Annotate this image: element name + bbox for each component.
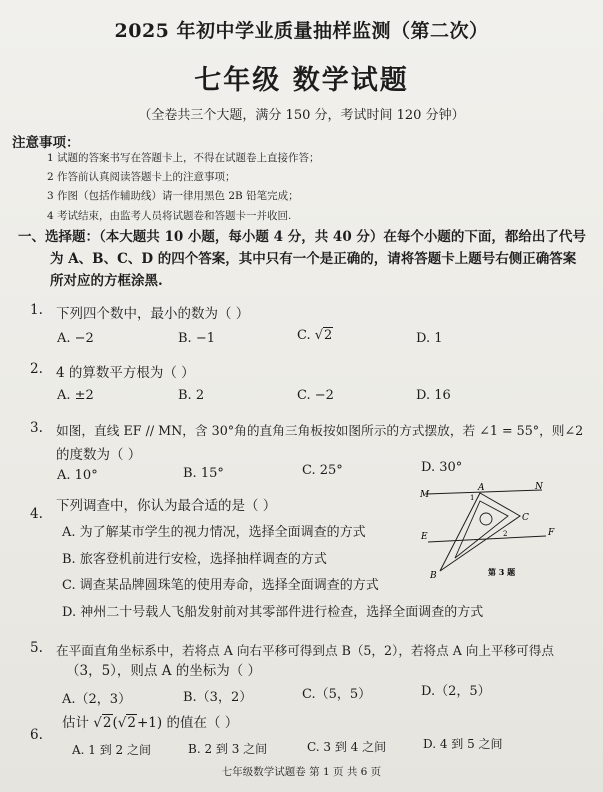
- notice-item: 1 试题的答案书写在答题卡上，不得在试题卷上直接作答；: [47, 152, 320, 164]
- option-a: A.（2，3）: [62, 692, 132, 707]
- radicand: 2: [324, 328, 333, 343]
- figure-caption: 第 3 题: [488, 567, 516, 577]
- question-stem: 下列调查中，你认为最合适的是（ ）: [56, 498, 277, 514]
- stem-prefix: 估计: [62, 715, 89, 731]
- radicand: 2: [102, 715, 112, 731]
- exam-title: 2025 年初中学业质量抽样监测（第二次）: [114, 20, 489, 42]
- question-stem-cont: （3，5），则点 A 的坐标为（ ）: [66, 663, 262, 679]
- section-heading: 一、选择题：（本大题共 10 小题，每小题 4 分，共 40 分）在每个小题的下面，都给出了代号: [18, 229, 586, 245]
- question-stem: 估计 √2(√2+1) 的值在（ ）: [62, 715, 239, 731]
- notice-item: 3 作图（包括作辅助线）请一律用黑色 2B 铅笔完成；: [47, 190, 299, 202]
- question-number: 2.: [30, 361, 43, 377]
- option-d: D. 16: [416, 388, 451, 403]
- option-b: B.（3，2）: [183, 690, 253, 705]
- option-c: C. √2: [297, 328, 333, 343]
- subject-title: 七年级 数学试题: [194, 65, 409, 96]
- label-angle-2: 2: [503, 530, 508, 538]
- option-b: B. 旅客登机前进行安检，选择抽样调查的方式: [62, 552, 327, 567]
- label-n: N: [535, 482, 543, 492]
- option-a: A. −2: [57, 331, 94, 346]
- question-stem: 在平面直角坐标系中，若将点 A 向右平移可得到点 B（5，2），若将点 A 向上平移可得点: [56, 643, 554, 658]
- label-a: A: [478, 483, 485, 493]
- question-stem-cont: 的度数为（ ）: [56, 447, 142, 463]
- option-b: B. 2 到 3 之间: [188, 742, 268, 756]
- question-stem: 4 的算数平方根为（ ）: [56, 365, 195, 381]
- option-c: C. 调查某品牌圆珠笔的使用寿命，选择全面调查的方式: [62, 578, 379, 593]
- question-number: 6.: [30, 727, 43, 743]
- label-m: M: [420, 490, 430, 500]
- option-b: B. 15°: [183, 466, 224, 481]
- option-a: A. 1 到 2 之间: [72, 743, 152, 757]
- label-c: C: [522, 513, 529, 523]
- stem-mid: (: [112, 715, 118, 731]
- label-angle-1: 1: [470, 494, 475, 502]
- section-instruction: 所对应的方框涂黑.: [50, 273, 163, 289]
- option-a: A. ±2: [57, 388, 94, 403]
- option-b: B. 2: [178, 388, 205, 403]
- question-number: 1.: [30, 302, 43, 318]
- stem-suffix: +1) 的值在（ ）: [136, 715, 239, 731]
- option-d: D. 神州二十号载人飞船发射前对其零部件进行检查，选择全面调查的方式: [62, 605, 484, 620]
- option-c: C. −2: [297, 388, 334, 403]
- radicand: 2: [127, 715, 136, 731]
- option-a: A. 10°: [57, 468, 98, 483]
- option-c: C. 3 到 4 之间: [307, 740, 387, 754]
- outer-triangle: [440, 493, 520, 571]
- label-b: B: [430, 571, 437, 581]
- question-stem: 如图，直线 EF // MN，含 30°角的直角三角板按如图所示的方式摆放，若 ∠1 = 55°，则∠2: [56, 423, 584, 438]
- label-f: F: [548, 528, 555, 538]
- circle-hole: [480, 513, 492, 525]
- option-c: C. 25°: [302, 463, 343, 478]
- option-d: D. 4 到 5 之间: [423, 737, 503, 751]
- option-a: A. 为了解某市学生的视力情况，选择全面调查的方式: [62, 525, 366, 540]
- notice-item: 2 作答前认真阅读答题卡上的注意事项；: [47, 171, 236, 183]
- question-stem: 下列四个数中，最小的数为（ ）: [56, 306, 250, 322]
- option-d: D. 1: [416, 331, 443, 346]
- question-number: 3.: [30, 420, 43, 436]
- notice-item: 4 考试结束，由监考人员将试题卷和答题卡一并收回.: [47, 210, 292, 222]
- exam-info: （全卷共三个大题，满分 150 分，考试时间 120 分钟）: [138, 108, 465, 123]
- page-footer: 七年级数学试题卷 第 1 页 共 6 页: [221, 766, 382, 778]
- section-instruction: 为 A、B、C、D 的四个答案，其中只有一个是正确的，请将答题卡上题号右侧正确答案: [50, 251, 577, 267]
- option-b: B. −1: [178, 331, 215, 346]
- option-c: C.（5，5）: [302, 687, 372, 702]
- label-e: E: [421, 532, 428, 542]
- option-label: C.: [297, 328, 311, 343]
- question-3-figure: [418, 478, 558, 588]
- option-d: D. 30°: [421, 460, 463, 475]
- option-d: D.（2，5）: [421, 684, 491, 699]
- question-number: 5.: [30, 640, 43, 656]
- question-number: 4.: [30, 506, 43, 522]
- notice-title: 注意事项：: [12, 135, 80, 151]
